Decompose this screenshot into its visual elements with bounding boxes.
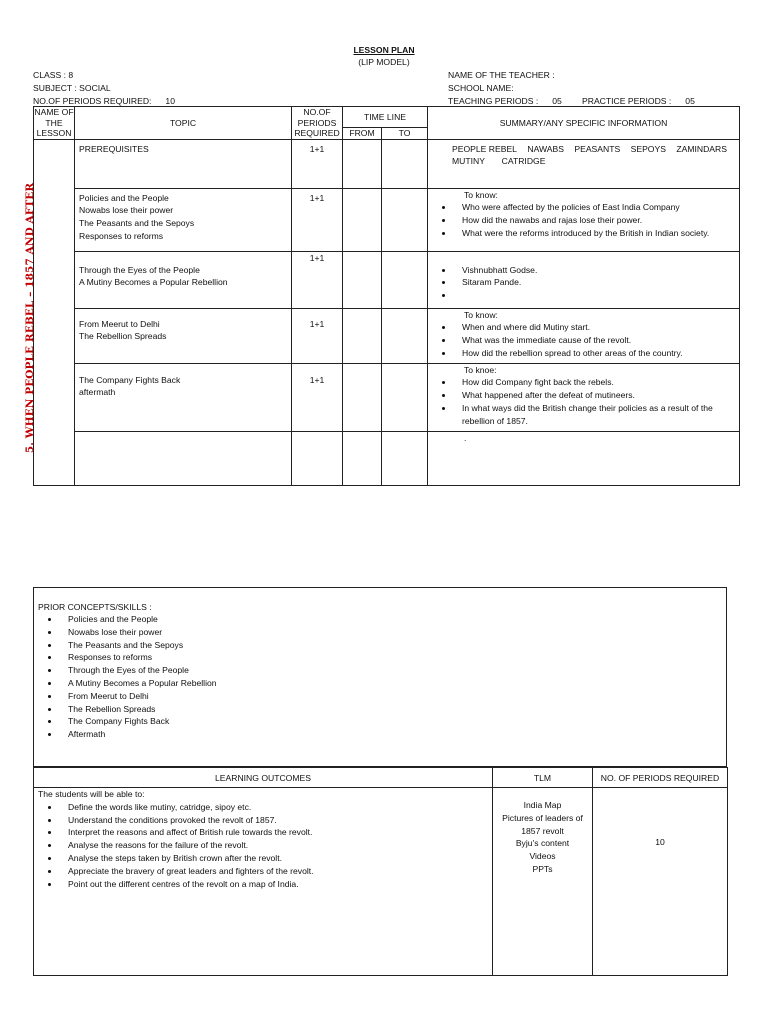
- list-item: • Vishnubhatt Godse.: [454, 264, 735, 277]
- summary-cell: [428, 188, 740, 251]
- keywords-line: [432, 155, 735, 168]
- outcomes-cell: [34, 788, 493, 976]
- keyword: SEPOYS: [630, 143, 666, 154]
- keyword: MUTINY: [452, 156, 485, 167]
- periods-label: NO.OF PERIODS REQUIRED:: [33, 95, 152, 106]
- list-item: [454, 289, 735, 302]
- subject-value: SOCIAL: [79, 82, 111, 93]
- header-to: TO: [382, 127, 428, 139]
- keyword: NAWABS: [527, 143, 564, 154]
- topic-line: Through the Eyes of the People: [79, 264, 200, 275]
- topic-line: aftermath: [79, 387, 116, 398]
- to-cell: [382, 188, 428, 251]
- summary-cell: [428, 251, 740, 308]
- keyword: PEASANTS: [574, 143, 621, 154]
- periods-cell: 1+1: [292, 363, 343, 431]
- periods-cell: 1+1: [292, 139, 343, 188]
- summary-list: [432, 321, 735, 359]
- periods-required-cell: 10: [593, 788, 728, 976]
- periods-cell: 1+1: [292, 308, 343, 363]
- summary-list: [432, 264, 735, 302]
- topic-cell: [75, 431, 292, 485]
- summary-dot: .: [464, 432, 467, 443]
- list-item: • A Mutiny Becomes a Popular Rebellion: [60, 677, 217, 690]
- topic-cell: [75, 139, 292, 188]
- list-item: • How did Company fight back the rebels.: [454, 376, 735, 389]
- from-cell: [343, 308, 382, 363]
- table-row: [34, 308, 740, 363]
- subject-label: SUBJECT :: [33, 82, 77, 93]
- tlm-item: Videos: [529, 851, 556, 862]
- teaching-periods-value: 05: [552, 95, 562, 106]
- list-item: • The Rebellion Spreads: [60, 703, 217, 716]
- list-item: • Analyse the steps taken by British crown after the revolt.: [60, 852, 488, 865]
- keyword: PEOPLE REBEL: [452, 143, 517, 154]
- prior-concepts-label: PRIOR CONCEPTS/SKILLS :: [38, 602, 152, 612]
- header-summary: SUMMARY/ANY SPECIFIC INFORMATION: [428, 107, 740, 140]
- summary-list: [432, 376, 735, 427]
- keyword: CATRIDGE: [501, 156, 546, 167]
- to-cell: [382, 139, 428, 188]
- tlm-item: 1857 revolt: [521, 825, 564, 836]
- topic-line: Responses to reforms: [79, 230, 164, 241]
- periods-cell: 1+1: [292, 188, 343, 251]
- topic-line: From Meerut to Delhi: [79, 318, 160, 329]
- teaching-periods-label: TEACHING PERIODS :: [448, 95, 539, 106]
- to-cell: [382, 308, 428, 363]
- header-from: FROM: [343, 127, 382, 139]
- periods-value: 10: [165, 95, 175, 106]
- topic-line: The Peasants and the Sepoys: [79, 218, 195, 229]
- header-name-of-lesson: NAME OF THE LESSON: [34, 107, 74, 138]
- outcomes-intro: The students will be able to:: [38, 789, 145, 799]
- topic-cell: [75, 188, 292, 251]
- tlm-item: Byju’s content: [515, 838, 570, 849]
- header-periods-required: NO. OF PERIODS REQUIRED: [593, 768, 728, 788]
- to-cell: [382, 251, 428, 308]
- prior-concepts-list: [38, 613, 217, 741]
- list-item: • When and where did Mutiny start.: [454, 321, 735, 334]
- table-row: [34, 363, 740, 431]
- topic-line: PREREQUISITES: [79, 143, 149, 154]
- to-cell: [382, 431, 428, 485]
- summary-cell: [428, 308, 740, 363]
- teacher-line: NAME OF THE TEACHER :: [448, 70, 555, 80]
- list-item: • Aftermath: [60, 728, 217, 741]
- header-tlm: TLM: [493, 768, 593, 788]
- list-item: • How did the nawabs and rajas lose their power.: [454, 214, 735, 227]
- list-item: • Point out the different centres of the revolt on a map of India.: [60, 878, 488, 891]
- summary-intro: To know:: [464, 189, 498, 200]
- keywords-line: [432, 143, 735, 156]
- list-item: • Appreciate the bravery of great leaders and fighters of the revolt.: [60, 865, 488, 878]
- list-item: • Understand the conditions provoked the revolt of 1857.: [60, 814, 488, 827]
- from-cell: [343, 431, 382, 485]
- list-item: • Nowabs lose their power: [60, 626, 217, 639]
- practice-periods-label: PRACTICE PERIODS :: [582, 95, 672, 106]
- table-row: [34, 139, 740, 188]
- from-cell: [343, 139, 382, 188]
- table-row: [34, 251, 740, 308]
- table-row: [34, 431, 740, 485]
- lesson-plan-title: LESSON PLAN: [353, 45, 415, 55]
- topic-cell: [75, 308, 292, 363]
- list-item: • How did the rebellion spread to other areas of the country.: [454, 347, 735, 360]
- list-item: • Define the words like mutiny, catridge, sipoy etc.: [60, 801, 488, 814]
- topic-line: Nowabs lose their power: [79, 205, 174, 216]
- class-label: CLASS :: [33, 70, 66, 80]
- from-cell: [343, 251, 382, 308]
- tlm-cell: [493, 788, 593, 976]
- school-line: SCHOOL NAME:: [448, 82, 514, 93]
- table-row: [34, 188, 740, 251]
- learning-outcomes-table: [33, 767, 728, 976]
- list-item: • The Peasants and the Sepoys: [60, 639, 217, 652]
- lesson-name-vertical: 5. WHEN PEOPLE REBEL – 1857 AND AFTER: [24, 182, 36, 454]
- topic-line: A Mutiny Becomes a Popular Rebellion: [79, 277, 228, 288]
- keyword: ZAMINDARS: [676, 143, 727, 154]
- topic-cell: [75, 363, 292, 431]
- topic-cell: [75, 251, 292, 308]
- tlm-item: Pictures of leaders of: [502, 812, 583, 823]
- header-topic: TOPIC: [75, 107, 292, 140]
- summary-cell: [428, 363, 740, 431]
- lesson-plan-table: [33, 106, 740, 486]
- lesson-name-cell: [34, 139, 75, 485]
- lesson-plan-subtitle: (LIP MODEL): [358, 57, 410, 67]
- practice-periods-value: 05: [685, 95, 695, 106]
- topic-line: Policies and the People: [79, 192, 169, 203]
- header-periods: NO.OF PERIODS REQUIRED: [292, 107, 343, 140]
- summary-intro: To knoe:: [464, 364, 497, 375]
- tlm-item: India Map: [523, 800, 562, 810]
- periods-cell: [292, 431, 343, 485]
- summary-cell: [428, 139, 740, 188]
- topic-line: The Rebellion Spreads: [79, 331, 167, 342]
- list-item: • Analyse the reasons for the failure of the revolt.: [60, 839, 488, 852]
- list-item: • In what ways did the British change their policies as a result of the rebellion of 1857.: [454, 402, 735, 428]
- header-right: [448, 69, 695, 107]
- list-item: • Responses to reforms: [60, 651, 217, 664]
- from-cell: [343, 188, 382, 251]
- list-item: • Policies and the People: [60, 613, 217, 626]
- list-item: • Who were affected by the policies of East India Company: [454, 201, 735, 214]
- summary-intro: To know:: [464, 309, 498, 320]
- header-left: [33, 69, 175, 107]
- list-item: • Interpret the reasons and affect of British rule towards the revolt.: [60, 826, 488, 839]
- summary-list: [432, 201, 735, 239]
- list-item: • What were the reforms introduced by the British in Indian society.: [454, 227, 735, 240]
- header-timeline: TIME LINE: [343, 107, 428, 128]
- class-value: 8: [68, 70, 74, 80]
- tlm-item: PPTs: [532, 863, 553, 874]
- list-item: • Sitaram Pande.: [454, 276, 735, 289]
- list-item: • What happened after the defeat of mutineers.: [454, 389, 735, 402]
- to-cell: [382, 363, 428, 431]
- list-item: • The Company Fights Back: [60, 715, 217, 728]
- list-item: • Through the Eyes of the People: [60, 664, 217, 677]
- prior-concepts-box: [33, 587, 727, 767]
- periods-cell: 1+1: [292, 251, 343, 308]
- list-item: • From Meerut to Delhi: [60, 690, 217, 703]
- subject-line: [33, 82, 175, 95]
- summary-cell: [428, 431, 740, 485]
- outcomes-list: [38, 801, 488, 891]
- class-line: [33, 69, 175, 82]
- header-learning-outcomes: LEARNING OUTCOMES: [34, 768, 493, 788]
- from-cell: [343, 363, 382, 431]
- topic-line: The Company Fights Back: [79, 374, 181, 385]
- list-item: • What was the immediate cause of the revolt.: [454, 334, 735, 347]
